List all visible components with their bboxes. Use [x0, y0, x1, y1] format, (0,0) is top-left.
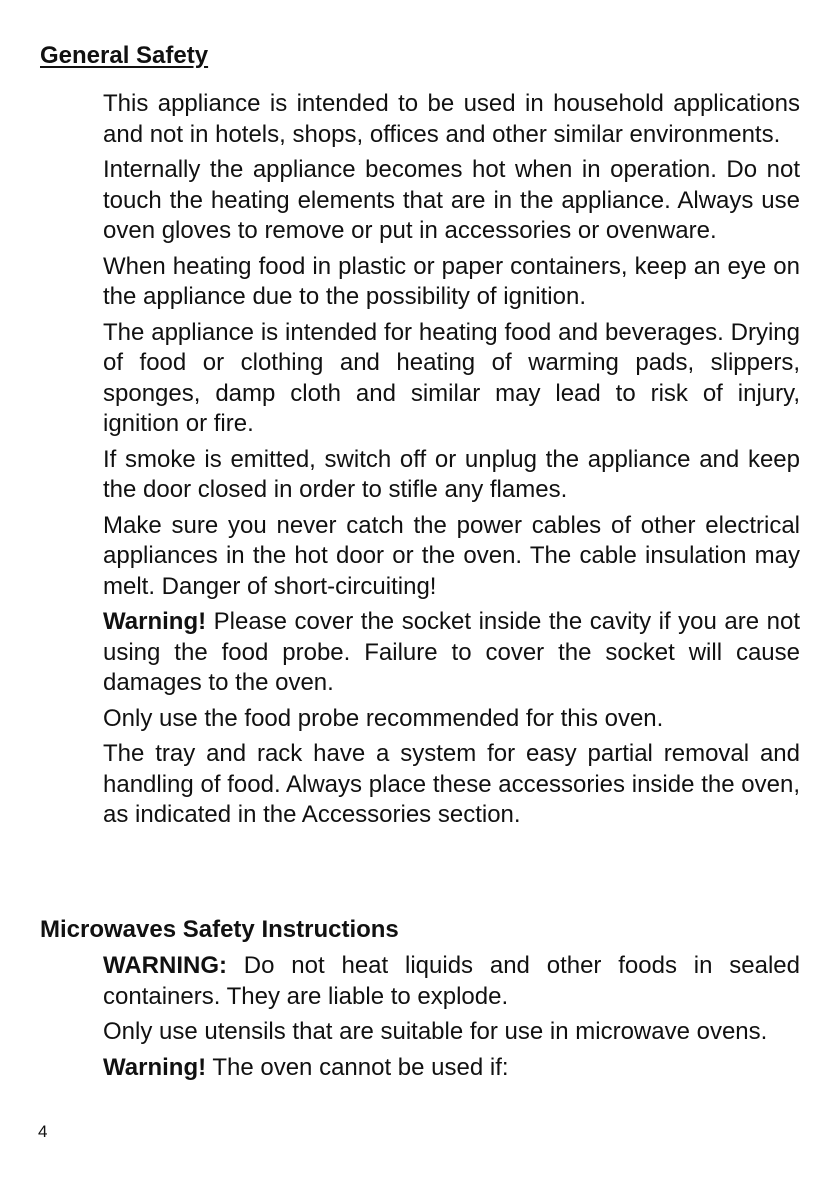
paragraph-utensils: Only use utensils that are suitable for use in microwave ovens.	[103, 1018, 768, 1045]
paragraph-plastic-containers: When heating food in plastic or paper containers, keep an eye on the appliance due to the possibility of ignition.	[103, 252, 800, 310]
paragraph-household-use: This appliance is intended to be used in household applications and not in hotels, shops, offices and other similar environments.	[103, 90, 800, 148]
general-safety-heading: General Safety	[40, 42, 209, 69]
warning-label: Warning!	[103, 608, 207, 635]
warning-text: Please cover the socket inside the cavity if you are not using the food probe. Failure to cover the socket will cause damages to the oven.	[103, 608, 800, 696]
warning-label: WARNING:	[103, 952, 227, 979]
warning-text: The oven cannot be used if:	[206, 1053, 509, 1081]
page-number: 4	[38, 1122, 48, 1141]
paragraph-oven-cannot-be-used	[103, 1053, 800, 1084]
paragraph-intended-use: The appliance is intended for heating food and beverages. Drying of food or clothing and heating of warming pads, slippers, sponges, damp cloth and similar may lead to risk of injury, ignition or fire.	[103, 318, 800, 437]
microwave-safety-heading: Microwaves Safety Instructions	[40, 916, 399, 943]
paragraph-tray-rack: The tray and rack have a system for easy partial removal and handling of food. Always place these accessories inside the oven, as indicated in the Accessories section.	[103, 740, 800, 828]
warning-text: Do not heat liquids and other foods in sealed containers. They are liable to explode.	[103, 952, 800, 1010]
paragraph-smoke: If smoke is emitted, switch off or unplug the appliance and keep the door closed in order to stifle any flames.	[103, 445, 800, 503]
paragraph-power-cables: Make sure you never catch the power cables of other electrical appliances in the hot door or the oven. The cable insulation may melt. Danger of short-circuiting!	[103, 511, 800, 600]
general-safety-section	[103, 89, 800, 836]
microwave-safety-section	[103, 951, 800, 1088]
warning-label: Warning!	[103, 1053, 207, 1081]
paragraph-sealed-containers	[103, 951, 800, 1012]
paragraph-food-probe: Only use the food probe recommended for this oven.	[103, 704, 664, 732]
paragraph-hot-interior: Internally the appliance becomes hot when in operation. Do not touch the heating elements that are in the appliance. Always use oven gloves to remove or put in accessories or ovenware.	[103, 156, 800, 244]
paragraph-socket-warning	[103, 607, 800, 699]
